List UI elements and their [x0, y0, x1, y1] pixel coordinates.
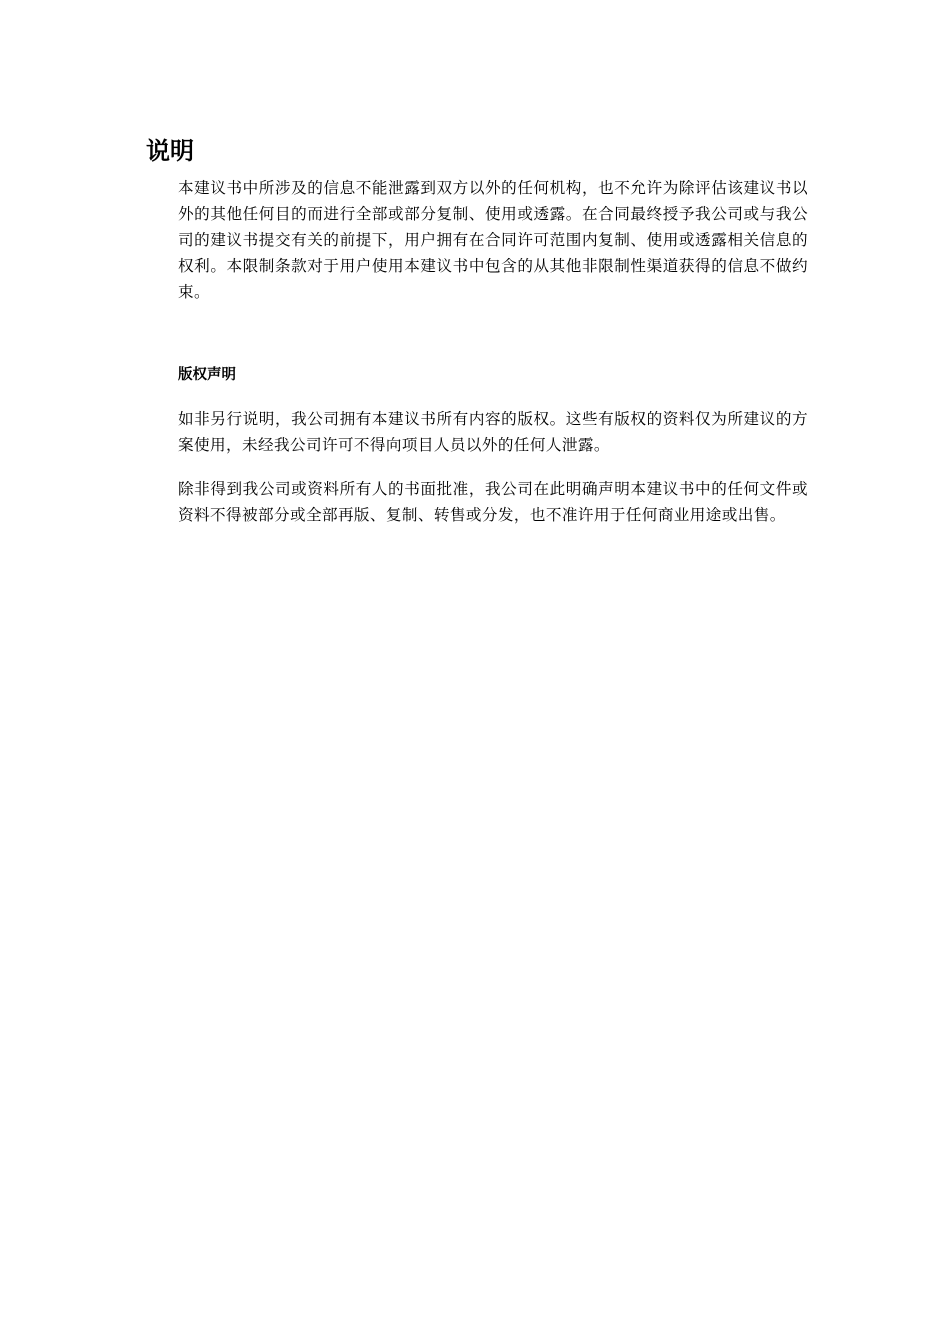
- notice-paragraph: 本建议书中所涉及的信息不能泄露到双方以外的任何机构，也不允许为除评估该建议书以外的其他任何目的而进行全部或部分复制、使用或透露。在合同最终授予我公司或与我公司的建议书提交有关的前提下，用户拥有在合同许可范围内复制、使用或透露相关信息的权利。本限制条款对于用户使用本建议书中包含的从其他非限制性渠道获得的信息不做约束。: [178, 179, 808, 301]
- copyright-paragraph-1: 如非另行说明，我公司拥有本建议书所有内容的版权。这些有版权的资料仅为所建议的方案使用，未经我公司许可不得向项目人员以外的任何人泄露。: [178, 410, 808, 454]
- copyright-heading: 版权声明: [178, 367, 236, 383]
- notice-heading: 说明: [146, 137, 194, 165]
- copyright-paragraph-2: 除非得到我公司或资料所有人的书面批准，我公司在此明确声明本建议书中的任何文件或资料不得被部分或全部再版、复制、转售或分发，也不准许用于任何商业用途或出售。: [178, 480, 808, 524]
